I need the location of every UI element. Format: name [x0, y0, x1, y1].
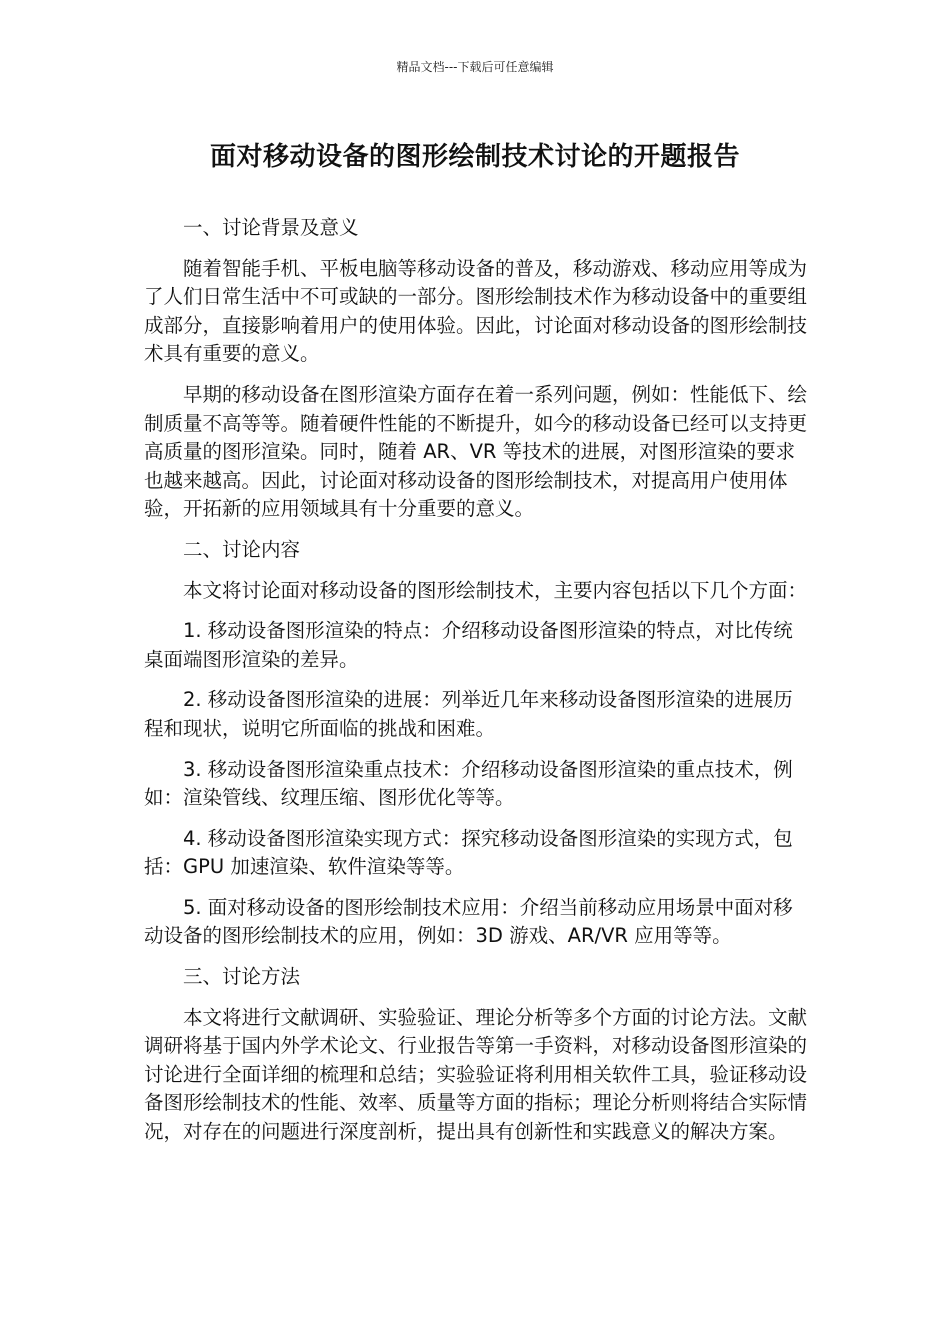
paragraph: 随着智能手机、平板电脑等移动设备的普及，移动游戏、移动应用等成为了人们日常生活中不可或缺的一部分。图形绘制技术作为移动设备中的重要组成部分，直接影响着用户的使用体验。因此，讨论面对移动设备的图形绘制技术具有重要的意义。	[144, 256, 808, 366]
paragraph: 本文将进行文献调研、实验验证、理论分析等多个方面的讨论方法。文献调研将基于国内外学术论文、行业报告等第一手资料，对移动设备图形渲染的讨论进行全面详细的梳理和总结；实验验证将利用相关软件工具，验证移动设备图形绘制技术的性能、效率、质量等方面的指标；理论分析则将结合实际情况，对存在的问题进行深度剖析，提出具有创新性和实践意义的解决方案。	[144, 1005, 808, 1144]
header-note: 精品文档---下载后可任意编辑	[396, 60, 554, 74]
list-item: 5. 面对移动设备的图形绘制技术应用：介绍当前移动应用场景中面对移动设备的图形绘制技术的应用，例如：3D 游戏、AR/VR 应用等等。	[144, 895, 793, 948]
document-title: 面对移动设备的图形绘制技术讨论的开题报告	[209, 142, 740, 172]
list-item: 4. 移动设备图形渲染实现方式：探究移动设备图形渲染的实现方式，包括：GPU 加速渲染、软件渲染等等。	[144, 826, 793, 879]
document-body	[144, 214, 808, 1159]
list-item: 2. 移动设备图形渲染的进展：列举近几年来移动设备图形渲染的进展历程和现状，说明它所面临的挑战和困难。	[144, 688, 793, 740]
section-heading-method: 三、讨论方法	[183, 965, 301, 989]
list-item: 1. 移动设备图形渲染的特点：介绍移动设备图形渲染的特点，对比传统桌面端图形渲染的差异。	[144, 619, 793, 671]
section-heading-content: 二、讨论内容	[183, 537, 301, 561]
paragraph: 本文将讨论面对移动设备的图形绘制技术，主要内容包括以下几个方面：	[183, 578, 808, 602]
list-item: 3. 移动设备图形渲染重点技术：介绍移动设备图形渲染的重点技术，例如：渲染管线、纹理压缩、图形优化等等。	[144, 757, 793, 810]
section-heading-background: 一、讨论背景及意义	[183, 216, 359, 239]
paragraph: 早期的移动设备在图形渲染方面存在着一系列问题，例如：性能低下、绘制质量不高等等。随着硬件性能的不断提升，如今的移动设备已经可以支持更高质量的图形渲染。同时，随着 AR、VR 等技术的进展，对图形渲染的要求也越来越高。因此，讨论面对移动设备的图形绘制技术，对提高用户使用体验，开拓新的应用领域具有十分重要的意义。	[144, 382, 808, 521]
